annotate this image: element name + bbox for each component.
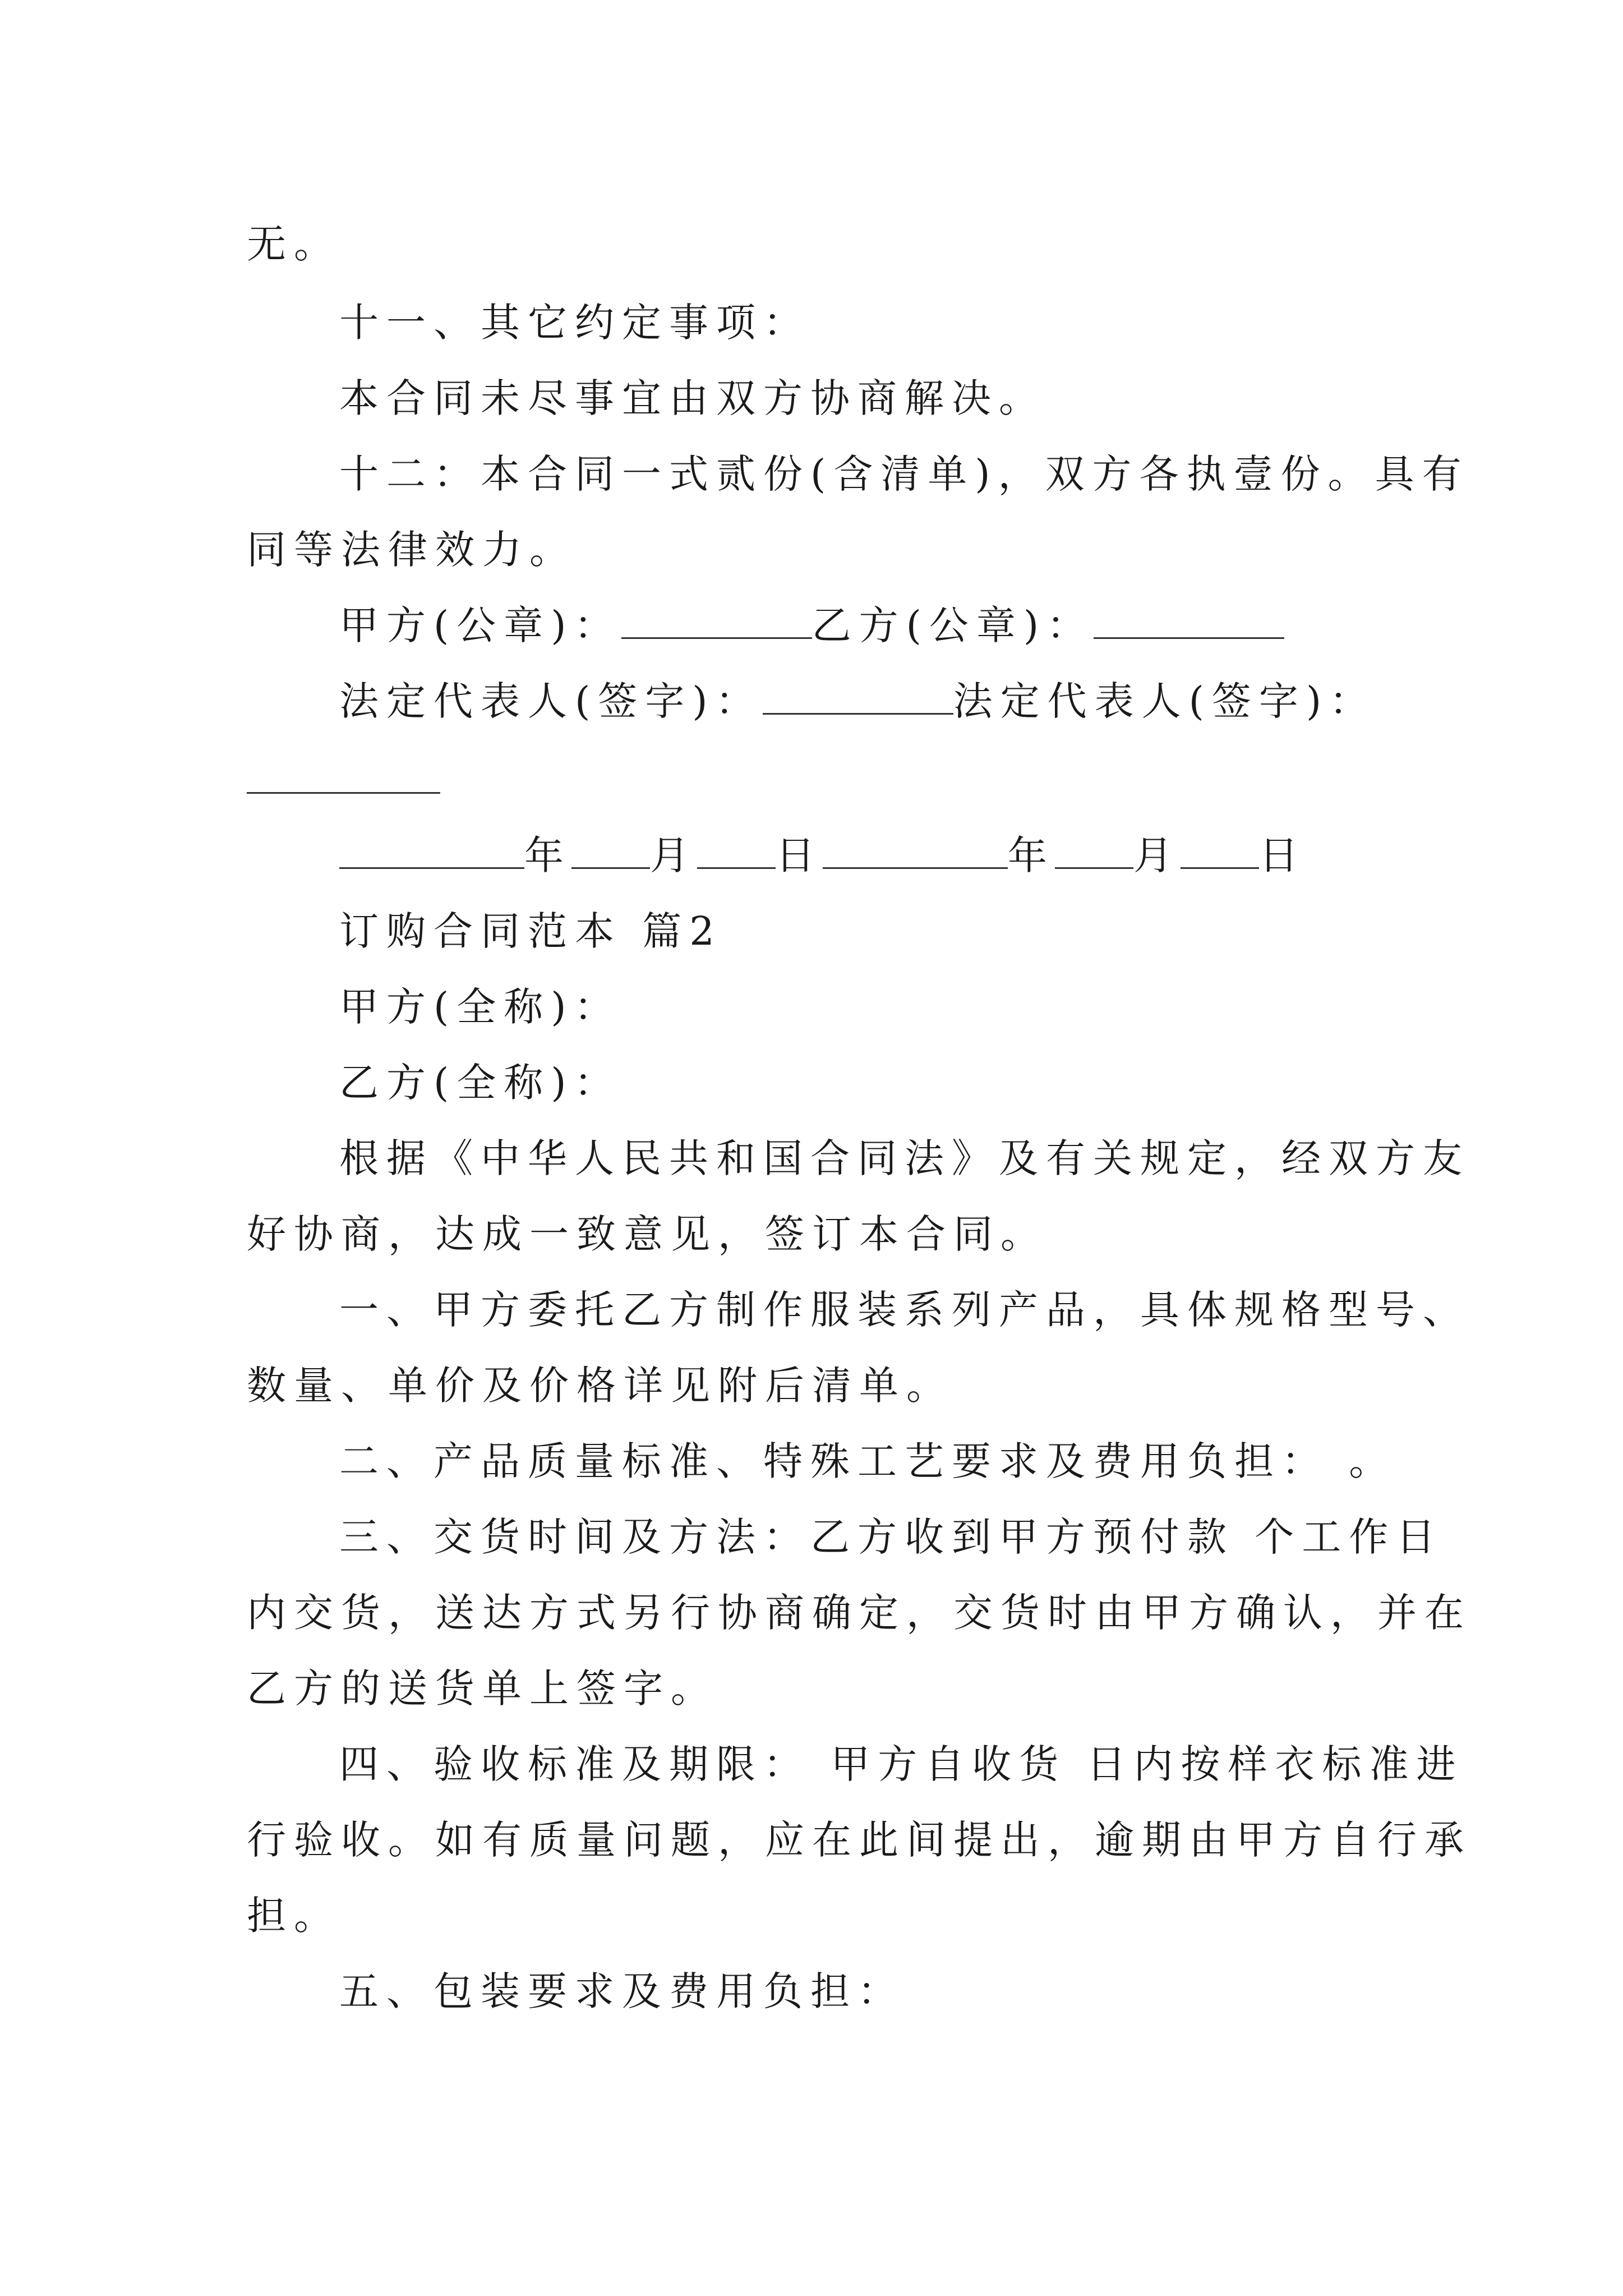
- text-line: 三、交货时间及方法：乙方收到甲方预付款 个工作日: [339, 1514, 1444, 1560]
- party-b-rep-label: 法定代表人(签字)：: [953, 678, 1377, 724]
- date-b-year-label: 年: [1008, 832, 1055, 878]
- text-line: 同等法律效力。: [247, 527, 577, 573]
- text-line: 无。: [247, 221, 341, 267]
- date-line: [339, 827, 1306, 884]
- text-line: 二、产品质量标准、特殊工艺要求及费用负担： 。: [339, 1438, 1396, 1484]
- date-a-year-label: 年: [524, 832, 571, 878]
- representative-line: [339, 673, 1376, 729]
- text-line: 担。: [247, 1893, 341, 1939]
- text-line: 根据《中华人民共和国合同法》及有关规定，经双方友: [339, 1135, 1470, 1181]
- date-b-day-blank: [1181, 828, 1259, 869]
- party-b-seal-label: 乙方(公章)：: [811, 602, 1094, 648]
- party-b-seal-blank: [1094, 598, 1284, 639]
- text-line: 四、验收标准及期限： 甲方自收货 日内按样衣标准进: [339, 1741, 1464, 1787]
- party-a-rep-blank: [763, 674, 953, 715]
- date-a-year-blank: [339, 828, 524, 869]
- text-line: 内交货，送达方式另行协商确定，交货时由甲方确认，并在: [247, 1590, 1472, 1636]
- section-heading: 五、包装要求及费用负担：: [339, 1968, 905, 2014]
- seal-line: [339, 597, 1284, 654]
- date-a-day-blank: [697, 828, 776, 869]
- text-line: 好协商，达成一致意见，签订本合同。: [247, 1211, 1048, 1257]
- date-b-year-blank: [823, 828, 1008, 869]
- section-title: 订购合同范本 篇2: [339, 908, 722, 954]
- text-line: 十二：本合同一式贰份(含清单)，双方各执壹份。具有: [339, 451, 1469, 497]
- text-line: 行验收。如有质量问题，应在此间提出，逾期由甲方自行承: [247, 1817, 1472, 1863]
- date-b-day-label: 日: [1259, 832, 1306, 878]
- section-heading: 十一、其它约定事项：: [339, 300, 810, 346]
- text-line: 一、甲方委托乙方制作服装系列产品，具体规格型号、: [339, 1287, 1470, 1333]
- party-a-seal-label: 甲方(公章)：: [339, 602, 621, 648]
- date-a-day-label: 日: [776, 832, 823, 878]
- text-line: 本合同未尽事宜由双方协商解决。: [339, 375, 1046, 421]
- date-a-month-label: 月: [650, 832, 697, 878]
- date-a-month-blank: [571, 828, 650, 869]
- party-b-line: 乙方(全称)：: [339, 1060, 621, 1106]
- text-line: 乙方的送货单上签字。: [247, 1665, 718, 1711]
- date-b-month-blank: [1055, 828, 1133, 869]
- party-a-rep-label: 法定代表人(签字)：: [339, 678, 763, 724]
- party-b-rep-blank: [247, 792, 440, 794]
- party-a-line: 甲方(全称)：: [339, 984, 621, 1030]
- date-b-month-label: 月: [1133, 832, 1181, 878]
- text-line: 数量、单价及价格详见附后清单。: [247, 1363, 953, 1409]
- party-a-seal-blank: [621, 598, 812, 639]
